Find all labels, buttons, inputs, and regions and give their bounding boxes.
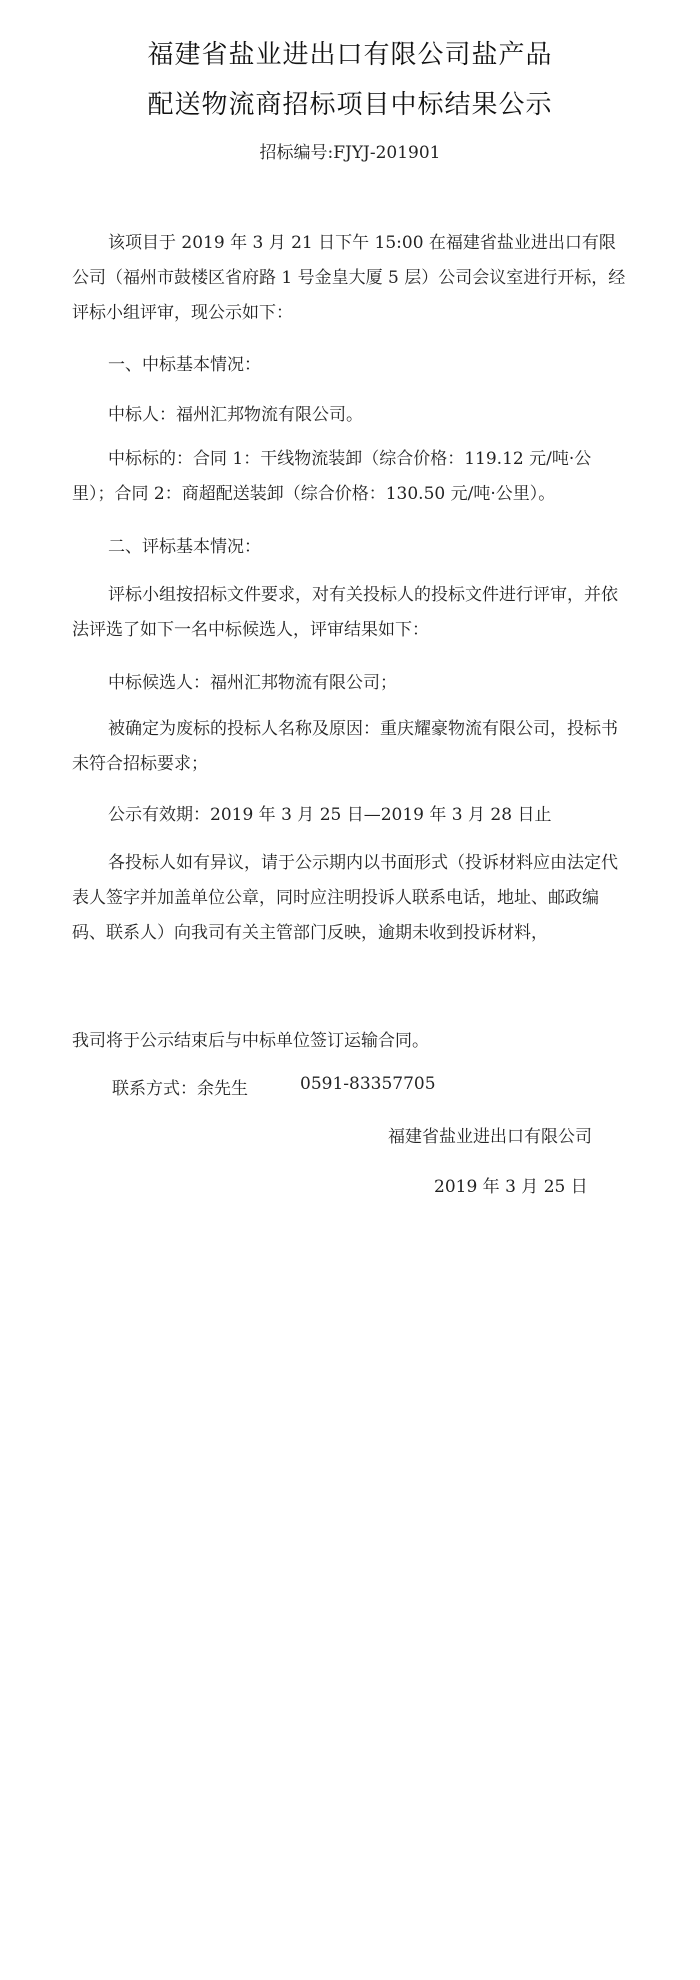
contract-note-paragraph: 我司将于公示结束后与中标单位签订运输合同。: [72, 1031, 429, 1051]
contact-label: 联系方式：余先生: [112, 1079, 248, 1099]
winning-items-paragraph: 中标标的：合同 1：干线物流装卸（综合价格：119.12 元/吨·公里）；合同 2：商超配送装卸（综合价格：130.50 元/吨·公里）。: [72, 449, 592, 504]
validity-paragraph: 公示有效期：2019 年 3 月 25 日—2019 年 3 月 28 日止: [108, 805, 552, 825]
objection-paragraph: 各投标人如有异议，请于公示期内以书面形式（投诉材料应由法定代表人签字并加盖单位公章，同时应注明投诉人联系电话，地址、邮政编码、联系人）向我司有关主管部门反映，逾期未收到投诉材料，: [72, 853, 618, 943]
section1-heading: 一、中标基本情况：: [108, 355, 261, 375]
signature-date: 2019 年 3 月 25 日: [434, 1177, 588, 1197]
contact-phone: 0591-83357705: [300, 1074, 436, 1094]
candidate-paragraph: 中标候选人：福州汇邦物流有限公司；: [108, 673, 397, 693]
section2-heading: 二、评标基本情况：: [108, 537, 261, 557]
signature-company: 福建省盐业进出口有限公司: [388, 1127, 592, 1147]
notice-title-line2: 配送物流商招标项目中标结果公示: [147, 90, 553, 120]
winner-paragraph: 中标人：福州汇邦物流有限公司。: [108, 405, 363, 425]
invalid-bid-paragraph: 被确定为废标的投标人名称及原因：重庆耀豪物流有限公司，投标书未符合招标要求；: [72, 719, 618, 774]
evaluation-paragraph: 评标小组按招标文件要求，对有关投标人的投标文件进行评审，并依法评选了如下一名中标候选人，评审结果如下：: [72, 585, 618, 640]
notice-title-line1: 福建省盐业进出口有限公司盐产品: [147, 40, 553, 70]
tender-number: 招标编号:FJYJ-201901: [259, 143, 441, 163]
intro-paragraph: 该项目于 2019 年 3 月 21 日下午 15:00 在福建省盐业进出口有限公司（福州市鼓楼区省府路 1 号金皇大厦 5 层）公司会议室进行开标，经评标小组评审，现公示如下：: [72, 233, 626, 323]
